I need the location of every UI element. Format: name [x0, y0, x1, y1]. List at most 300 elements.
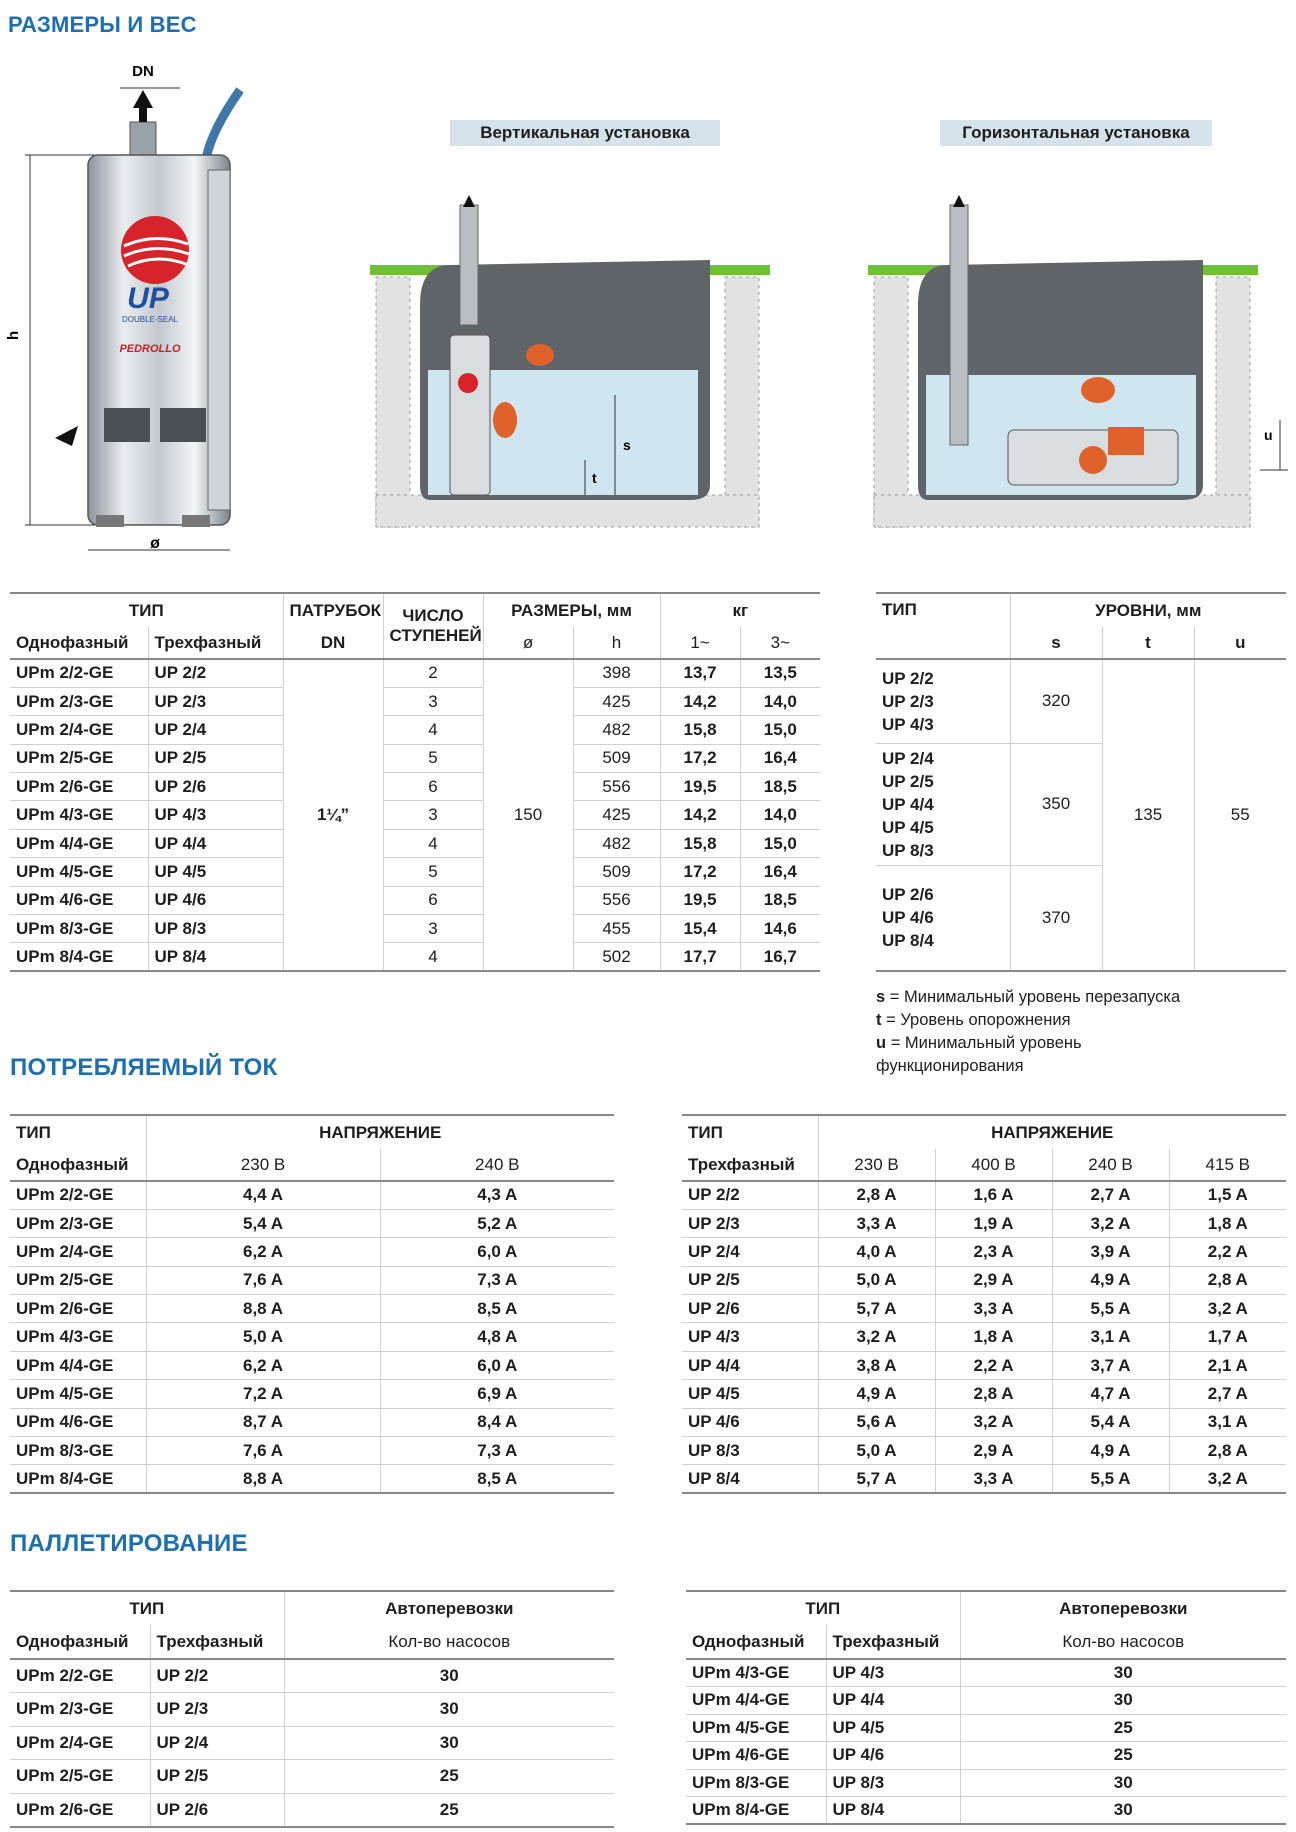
pump-qty: 30 [960, 1687, 1286, 1715]
pump-drawing [0, 60, 260, 570]
level-models [876, 743, 1010, 865]
cs-th-voltage: НАПРЯЖЕНИЕ [146, 1115, 614, 1149]
current-230: 5,4 A [146, 1209, 380, 1237]
model-single: UPm 4/6-GE [10, 886, 148, 914]
model-three: UP 4/5 [826, 1714, 960, 1742]
current-230: 8,8 A [146, 1295, 380, 1323]
kg3-cell: 16,4 [740, 858, 820, 886]
current-240: 3,2 A [1052, 1209, 1169, 1237]
model-single: UPm 2/2-GE [10, 1659, 150, 1693]
th-kg3: 3~ [740, 627, 820, 659]
h-cell: 509 [573, 744, 660, 772]
dims-table [10, 592, 820, 972]
current-400: 1,6 A [935, 1181, 1052, 1209]
current-240: 2,7 A [1052, 1181, 1169, 1209]
model-cell: UP 2/2 [682, 1181, 818, 1209]
table-row [10, 773, 820, 801]
current-230: 5,6 A [818, 1408, 935, 1436]
kg1-cell: 14,2 [660, 801, 740, 829]
table-row [10, 687, 820, 715]
model-single: UPm 2/5-GE [10, 1760, 150, 1794]
table-row [682, 1380, 1286, 1408]
current-230: 8,7 A [146, 1408, 380, 1436]
pump-qty: 30 [284, 1659, 614, 1693]
model-single: UPm 4/3-GE [686, 1659, 826, 1687]
levels-table [876, 592, 1286, 972]
pallet-heading: ПАЛЛЕТИРОВАНИЕ [10, 1530, 248, 1557]
table-row [10, 716, 820, 744]
model-three: UP 2/3 [148, 687, 283, 715]
model-three: UP 8/3 [148, 915, 283, 943]
model-single: UPm 8/4-GE [686, 1797, 826, 1825]
h-cell: 482 [573, 829, 660, 857]
legend-s-text: = Минимальный уровень перезапуска [889, 988, 1181, 1006]
model-cell: UPm 2/2-GE [10, 1181, 146, 1209]
model-three: UP 2/2 [148, 659, 283, 687]
model-cell: UP 4/3 [682, 1323, 818, 1351]
table-row [686, 1797, 1286, 1825]
pump-qty: 25 [284, 1760, 614, 1794]
current-400: 3,2 A [935, 1408, 1052, 1436]
model-cell: UPm 8/3-GE [10, 1437, 146, 1465]
stages-cell: 4 [383, 829, 483, 857]
ct-th-v4: 415 В [1169, 1149, 1286, 1181]
kg1-cell: 19,5 [660, 886, 740, 914]
stages-cell: 2 [383, 659, 483, 687]
current-240: 5,5 A [1052, 1295, 1169, 1323]
model-three: UP 2/6 [148, 773, 283, 801]
cs-th-v2: 240 В [380, 1149, 614, 1181]
current-240: 4,8 A [380, 1323, 614, 1351]
dia-value: 150 [483, 659, 573, 971]
sizes-heading: РАЗМЕРЫ И ВЕС [8, 12, 197, 37]
model-three: UP 2/5 [148, 744, 283, 772]
h-cell: 509 [573, 858, 660, 886]
brand-name: PEDROLLO [119, 343, 181, 355]
model-cell: UP 8/3 [682, 1437, 818, 1465]
table-row [10, 1465, 614, 1493]
table-row [10, 801, 820, 829]
current-230: 5,7 A [818, 1465, 935, 1493]
model-single: UPm 8/3-GE [686, 1769, 826, 1797]
model-three: UP 2/4 [150, 1726, 284, 1760]
current-240: 8,4 A [380, 1408, 614, 1436]
model-cell: UP 2/4 [682, 1238, 818, 1266]
stages-cell: 3 [383, 915, 483, 943]
current-230: 2,8 A [818, 1181, 935, 1209]
model-three: UP 4/5 [148, 858, 283, 886]
table-row [682, 1351, 1286, 1379]
level-model: UP 2/4 [882, 748, 934, 768]
pump-qty: 25 [960, 1742, 1286, 1770]
th-stages: ЧИСЛО СТУПЕНЕЙ [383, 593, 483, 659]
model-single: UPm 2/4-GE [10, 716, 148, 744]
lv-th-levels: УРОВНИ, мм [1010, 593, 1286, 627]
level-model: UP 2/5 [882, 771, 934, 791]
h-cell: 455 [573, 915, 660, 943]
legend-t-key: t [876, 1011, 882, 1029]
model-cell: UPm 4/6-GE [10, 1408, 146, 1436]
current-230: 6,2 A [146, 1351, 380, 1379]
horizontal-install-label: Горизонтальная установка [940, 120, 1212, 146]
model-three: UP 2/4 [148, 716, 283, 744]
current-400: 1,9 A [935, 1209, 1052, 1237]
table-row [10, 744, 820, 772]
kg1-cell: 17,7 [660, 943, 740, 971]
legend-u-key: u [876, 1034, 887, 1052]
ct-th-sub: Трехфазный [682, 1149, 818, 1181]
model-cell: UP 8/4 [682, 1465, 818, 1493]
model-single: UPm 4/4-GE [686, 1687, 826, 1715]
current-415: 2,2 A [1169, 1238, 1286, 1266]
current-three-table [682, 1114, 1286, 1494]
th-kg1: 1~ [660, 627, 740, 659]
level-s: 370 [1010, 865, 1102, 971]
model-three: UP 2/5 [150, 1760, 284, 1794]
s-mark: s [623, 437, 631, 453]
model-single: UPm 4/5-GE [10, 858, 148, 886]
pr-th-type: ТИП [686, 1591, 960, 1625]
current-240: 4,9 A [1052, 1437, 1169, 1465]
horizontal-install-drawing [868, 195, 1288, 535]
brand-up: UP [127, 282, 169, 315]
current-single-table [10, 1114, 614, 1494]
model-three: UP 4/4 [826, 1687, 960, 1715]
model-cell: UPm 4/4-GE [10, 1351, 146, 1379]
model-three: UP 2/3 [150, 1693, 284, 1727]
model-cell: UP 4/6 [682, 1408, 818, 1436]
table-row [10, 1760, 614, 1794]
kg3-cell: 16,4 [740, 744, 820, 772]
level-model: UP 8/4 [882, 931, 934, 951]
current-240: 6,0 A [380, 1351, 614, 1379]
kg1-cell: 19,5 [660, 773, 740, 801]
model-three: UP 4/3 [826, 1659, 960, 1687]
current-230: 5,0 A [818, 1266, 935, 1294]
ct-th-v2: 400 В [935, 1149, 1052, 1181]
model-three: UP 8/4 [826, 1797, 960, 1825]
model-single: UPm 4/4-GE [10, 829, 148, 857]
ct-th-v1: 230 В [818, 1149, 935, 1181]
h-cell: 398 [573, 659, 660, 687]
table-row [682, 1209, 1286, 1237]
table-row [10, 1351, 614, 1379]
pump-qty: 30 [960, 1797, 1286, 1825]
table-row [10, 858, 820, 886]
h-cell: 482 [573, 716, 660, 744]
pump-qty: 30 [960, 1659, 1286, 1687]
level-group-row [876, 659, 1286, 743]
u-mark: u [1264, 427, 1273, 443]
stages-cell: 3 [383, 801, 483, 829]
ct-th-v3: 240 В [1052, 1149, 1169, 1181]
dia-label: ø [150, 535, 160, 552]
model-single: UPm 2/6-GE [10, 1793, 150, 1827]
pump-qty: 25 [960, 1714, 1286, 1742]
model-single: UPm 2/5-GE [10, 744, 148, 772]
dn-value: 1¼” [283, 659, 383, 971]
kg3-cell: 15,0 [740, 829, 820, 857]
level-model: UP 4/3 [882, 714, 934, 734]
current-230: 7,2 A [146, 1380, 380, 1408]
table-row [10, 659, 820, 687]
dn-label: DN [132, 63, 154, 80]
model-cell: UPm 2/6-GE [10, 1295, 146, 1323]
table-row [686, 1687, 1286, 1715]
level-t: 135 [1102, 659, 1194, 971]
level-model: UP 4/5 [882, 817, 934, 837]
kg1-cell: 15,8 [660, 716, 740, 744]
model-single: UPm 2/2-GE [10, 659, 148, 687]
kg1-cell: 17,2 [660, 858, 740, 886]
model-single: UPm 4/6-GE [686, 1742, 826, 1770]
kg3-cell: 14,0 [740, 687, 820, 715]
kg3-cell: 18,5 [740, 886, 820, 914]
table-row [10, 1209, 614, 1237]
model-three: UP 2/6 [150, 1793, 284, 1827]
th-dn: ПАТРУБОК [283, 593, 383, 627]
table-row [682, 1465, 1286, 1493]
model-single: UPm 8/3-GE [10, 915, 148, 943]
current-240: 5,2 A [380, 1209, 614, 1237]
pr-th-transport: Автоперевозки [960, 1591, 1286, 1625]
model-single: UPm 2/6-GE [10, 773, 148, 801]
current-415: 2,8 A [1169, 1437, 1286, 1465]
pr-th-qty: Кол-во насосов [960, 1625, 1286, 1659]
table-row [10, 1266, 614, 1294]
model-cell: UPm 2/5-GE [10, 1266, 146, 1294]
model-cell: UPm 2/4-GE [10, 1238, 146, 1266]
kg3-cell: 16,7 [740, 943, 820, 971]
brand-sub: DOUBLE-SEAL [121, 315, 179, 324]
pr-th-single: Однофазный [686, 1625, 826, 1659]
current-230: 4,9 A [818, 1380, 935, 1408]
stages-cell: 3 [383, 687, 483, 715]
current-240: 4,7 A [1052, 1380, 1169, 1408]
model-three: UP 4/6 [148, 886, 283, 914]
table-row [682, 1266, 1286, 1294]
current-230: 5,0 A [818, 1437, 935, 1465]
current-400: 3,3 A [935, 1465, 1052, 1493]
level-models [876, 865, 1010, 971]
model-three: UP 8/3 [826, 1769, 960, 1797]
stages-cell: 6 [383, 886, 483, 914]
h-cell: 502 [573, 943, 660, 971]
level-model: UP 2/3 [882, 691, 934, 711]
kg3-cell: 18,5 [740, 773, 820, 801]
table-row [682, 1437, 1286, 1465]
table-row [682, 1238, 1286, 1266]
current-230: 7,6 A [146, 1266, 380, 1294]
pl-th-transport: Автоперевозки [284, 1591, 614, 1625]
h-label: h [5, 330, 22, 340]
current-230: 7,6 A [146, 1437, 380, 1465]
h-cell: 556 [573, 773, 660, 801]
th-single: Однофазный [10, 627, 148, 659]
table-row [10, 1323, 614, 1351]
current-415: 1,8 A [1169, 1209, 1286, 1237]
table-row [10, 1693, 614, 1727]
table-row [10, 829, 820, 857]
current-415: 2,7 A [1169, 1380, 1286, 1408]
table-row [10, 1437, 614, 1465]
pr-th-three: Трехфазный [826, 1625, 960, 1659]
current-230: 4,4 A [146, 1181, 380, 1209]
current-400: 2,9 A [935, 1437, 1052, 1465]
cs-th-type: ТИП [10, 1115, 146, 1149]
model-cell: UP 2/6 [682, 1295, 818, 1323]
level-s: 320 [1010, 659, 1102, 743]
model-cell: UPm 8/4-GE [10, 1465, 146, 1493]
table-row [686, 1769, 1286, 1797]
pump-qty: 30 [960, 1769, 1286, 1797]
model-cell: UP 2/3 [682, 1209, 818, 1237]
model-cell: UP 4/4 [682, 1351, 818, 1379]
pl-th-type: ТИП [10, 1591, 284, 1625]
table-row [10, 1726, 614, 1760]
th-dia: ø [483, 627, 573, 659]
table-row [10, 1793, 614, 1827]
kg3-cell: 14,0 [740, 801, 820, 829]
legend-s-key: s [876, 988, 886, 1006]
current-415: 2,8 A [1169, 1266, 1286, 1294]
table-row [682, 1181, 1286, 1209]
table-row [10, 1659, 614, 1693]
current-240: 8,5 A [380, 1295, 614, 1323]
model-three: UP 4/6 [826, 1742, 960, 1770]
th-size: РАЗМЕРЫ, мм [483, 593, 660, 627]
kg1-cell: 17,2 [660, 744, 740, 772]
table-row [10, 1408, 614, 1436]
pump-qty: 30 [284, 1693, 614, 1727]
current-240: 3,1 A [1052, 1323, 1169, 1351]
model-three: UP 4/3 [148, 801, 283, 829]
table-row [10, 1380, 614, 1408]
current-240: 7,3 A [380, 1437, 614, 1465]
pump-qty: 25 [284, 1793, 614, 1827]
lv-th-s: s [1010, 627, 1102, 659]
model-single: UPm 2/3-GE [10, 1693, 150, 1727]
current-415: 3,2 A [1169, 1295, 1286, 1323]
level-s: 350 [1010, 743, 1102, 865]
current-400: 2,9 A [935, 1266, 1052, 1294]
current-230: 3,8 A [818, 1351, 935, 1379]
h-cell: 556 [573, 886, 660, 914]
vertical-install-drawing [370, 195, 770, 535]
model-single: UPm 2/4-GE [10, 1726, 150, 1760]
current-400: 1,8 A [935, 1323, 1052, 1351]
table-row [10, 886, 820, 914]
model-cell: UP 2/5 [682, 1266, 818, 1294]
kg3-cell: 13,5 [740, 659, 820, 687]
current-415: 1,7 A [1169, 1323, 1286, 1351]
th-type: ТИП [10, 593, 283, 627]
pl-th-single: Однофазный [10, 1625, 150, 1659]
lv-th-u: u [1194, 627, 1286, 659]
current-240: 3,7 A [1052, 1351, 1169, 1379]
current-400: 3,3 A [935, 1295, 1052, 1323]
current-240: 5,4 A [1052, 1408, 1169, 1436]
current-415: 3,2 A [1169, 1465, 1286, 1493]
table-row [10, 1181, 614, 1209]
ct-th-voltage: НАПРЯЖЕНИЕ [818, 1115, 1286, 1149]
pallet-right-table [686, 1590, 1286, 1825]
current-230: 5,0 A [146, 1323, 380, 1351]
pl-th-three: Трехфазный [150, 1625, 284, 1659]
table-row [682, 1295, 1286, 1323]
stages-cell: 6 [383, 773, 483, 801]
current-240: 3,9 A [1052, 1238, 1169, 1266]
lv-th-type: ТИП [876, 593, 1010, 659]
kg1-cell: 15,4 [660, 915, 740, 943]
model-cell: UPm 2/3-GE [10, 1209, 146, 1237]
model-cell: UPm 4/3-GE [10, 1323, 146, 1351]
model-cell: UP 4/5 [682, 1380, 818, 1408]
current-230: 8,8 A [146, 1465, 380, 1493]
current-230: 6,2 A [146, 1238, 380, 1266]
table-row [682, 1323, 1286, 1351]
table-row [10, 1295, 614, 1323]
th-dn2: DN [283, 627, 383, 659]
model-three: UP 4/4 [148, 829, 283, 857]
table-row [686, 1742, 1286, 1770]
model-single: UPm 2/3-GE [10, 687, 148, 715]
table-row [10, 1238, 614, 1266]
current-415: 1,5 A [1169, 1181, 1286, 1209]
model-single: UPm 4/5-GE [686, 1714, 826, 1742]
th-kg: кг [660, 593, 820, 627]
stages-cell: 5 [383, 744, 483, 772]
current-240: 8,5 A [380, 1465, 614, 1493]
legend-u-text: = Минимальный уровень [890, 1034, 1082, 1052]
current-230: 3,2 A [818, 1323, 935, 1351]
current-400: 2,2 A [935, 1351, 1052, 1379]
model-three: UP 8/4 [148, 943, 283, 971]
pl-th-qty: Кол-во насосов [284, 1625, 614, 1659]
legend-t-text: = Уровень опорожнения [886, 1011, 1071, 1029]
ct-th-type: ТИП [682, 1115, 818, 1149]
current-400: 2,3 A [935, 1238, 1052, 1266]
current-240: 6,0 A [380, 1238, 614, 1266]
model-three: UP 2/2 [150, 1659, 284, 1693]
current-230: 4,0 A [818, 1238, 935, 1266]
th-three: Трехфазный [148, 627, 283, 659]
level-models [876, 659, 1010, 743]
cs-th-v1: 230 В [146, 1149, 380, 1181]
kg3-cell: 15,0 [740, 716, 820, 744]
kg1-cell: 15,8 [660, 829, 740, 857]
model-cell: UPm 4/5-GE [10, 1380, 146, 1408]
table-row [10, 943, 820, 971]
current-230: 5,7 A [818, 1295, 935, 1323]
current-heading: ПОТРЕБЛЯЕМЫЙ ТОК [10, 1054, 278, 1081]
current-240: 4,3 A [380, 1181, 614, 1209]
pallet-left-table [10, 1590, 614, 1828]
table-row [682, 1408, 1286, 1436]
h-cell: 425 [573, 801, 660, 829]
level-model: UP 2/6 [882, 885, 934, 905]
legend-u-text2: функционирования [876, 1057, 1024, 1075]
current-400: 2,8 A [935, 1380, 1052, 1408]
h-cell: 425 [573, 687, 660, 715]
levels-legend [876, 986, 1180, 1078]
th-h: h [573, 627, 660, 659]
stages-cell: 4 [383, 943, 483, 971]
table-row [10, 915, 820, 943]
kg1-cell: 13,7 [660, 659, 740, 687]
current-415: 2,1 A [1169, 1351, 1286, 1379]
model-single: UPm 4/3-GE [10, 801, 148, 829]
